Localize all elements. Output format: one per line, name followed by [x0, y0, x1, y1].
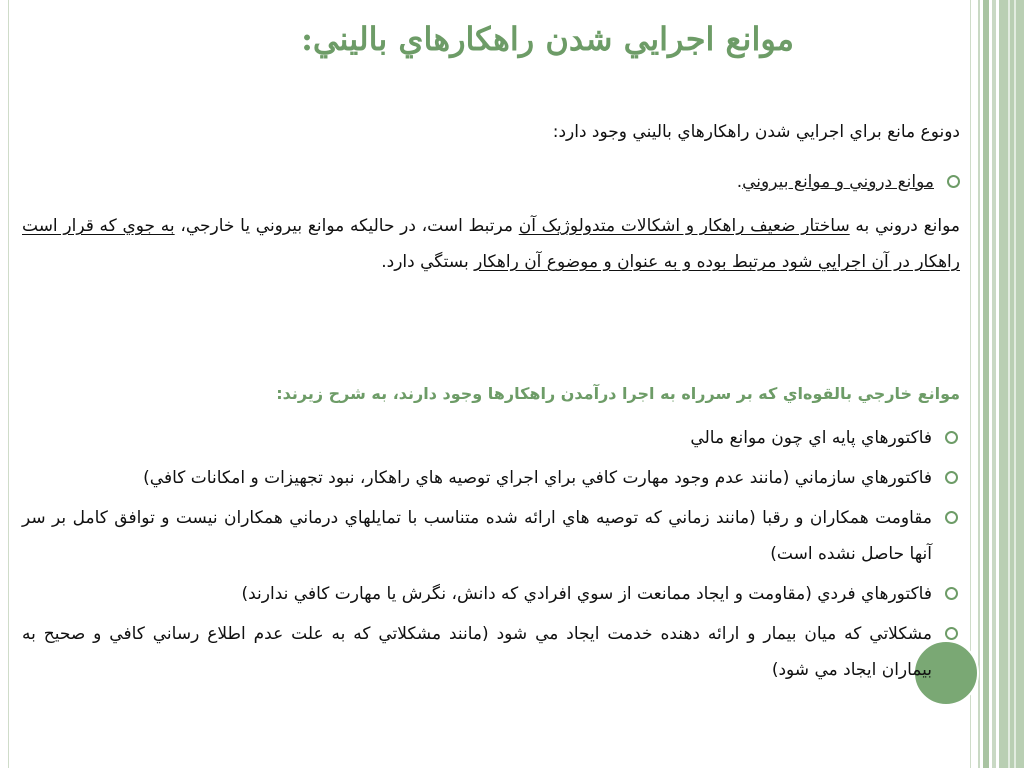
- bullet-ring-icon: [945, 627, 958, 640]
- bullet-ring-icon: [945, 511, 958, 524]
- barrier-types-label: موانع دروني و موانع بيروني: [742, 172, 934, 192]
- list-item-text: فاكتورهاي سازماني (مانند عدم وجود مهارت كافي براي اجراي توصيه هاي راهكار، نبود تجهيزات و امكانات كافي): [143, 468, 932, 488]
- list-item: [22, 460, 960, 496]
- bullet-ring-icon: [947, 175, 960, 188]
- barrier-types-bullet: [34, 164, 934, 200]
- external-barriers-list: [22, 420, 960, 692]
- list-item-text: فاكتورهاي پايه اي چون موانع مالي: [690, 428, 932, 448]
- paragraph-part1: موانع دروني به: [849, 216, 960, 236]
- side-stripe: [983, 0, 989, 768]
- internal-barrier-definition: ساختار ضعيف راهكار و اشكالات متدولوژيک آن: [518, 216, 850, 236]
- external-barrier-definition: به جوي كه قرار است راهكار در آن اجرايي شود مرتبط بوده و به عنوان و موضوع آن راهكار: [22, 216, 960, 272]
- list-item: [22, 576, 960, 612]
- barrier-types-tail: .: [736, 172, 743, 192]
- list-item-text: مقاومت همكاران و رقبا (مانند زماني كه توصيه هاي ارائه شده متناسب با تمايلهاي درماني همكاران نيست و توافق كامل بر سر آنها حاصل نشده است): [22, 508, 932, 564]
- side-stripe: [999, 0, 1024, 768]
- bullet-ring-icon: [945, 471, 958, 484]
- side-stripe: [1014, 0, 1016, 768]
- side-stripe: [992, 0, 996, 768]
- list-item: [22, 616, 960, 688]
- intro-text: دونوع مانع براي اجرايي شدن راهكارهاي باليني وجود دارد:: [552, 122, 960, 142]
- list-item: [22, 500, 960, 572]
- bullet-ring-icon: [945, 587, 958, 600]
- bullet-ring-icon: [945, 431, 958, 444]
- paragraph-part3: بستگي دارد.: [381, 252, 475, 272]
- list-item: [22, 420, 960, 456]
- side-stripe: [1008, 0, 1010, 768]
- side-stripe: [978, 0, 980, 768]
- slide-content: [22, 0, 960, 768]
- slide-title: موانع اجرايي شدن راهكارهاي باليني:: [301, 20, 794, 58]
- list-item-text: فاكتورهاي فردي (مقاومت و ايجاد ممانعت از سوي افرادي كه دانش، نگرش يا مهارت كافي ندارند): [241, 584, 932, 604]
- barrier-types-paragraph: [22, 208, 960, 280]
- external-barriers-heading: موانع خارجي بالقوه‌اي كه بر سرراه به اجرا درآمدن راهكارها وجود دارند، به شرح زيرند:: [276, 384, 960, 403]
- paragraph-part2: مرتبط است، در حاليكه موانع بيروني يا خارجي،: [174, 216, 519, 236]
- list-item-text: مشكلاتي كه ميان بيمار و ارائه دهنده خدمت ايجاد مي شود (مانند مشكلاتي كه به علت عدم اطلاع رساني كافي و صحيح به بيماران ايجاد مي شود): [22, 624, 932, 680]
